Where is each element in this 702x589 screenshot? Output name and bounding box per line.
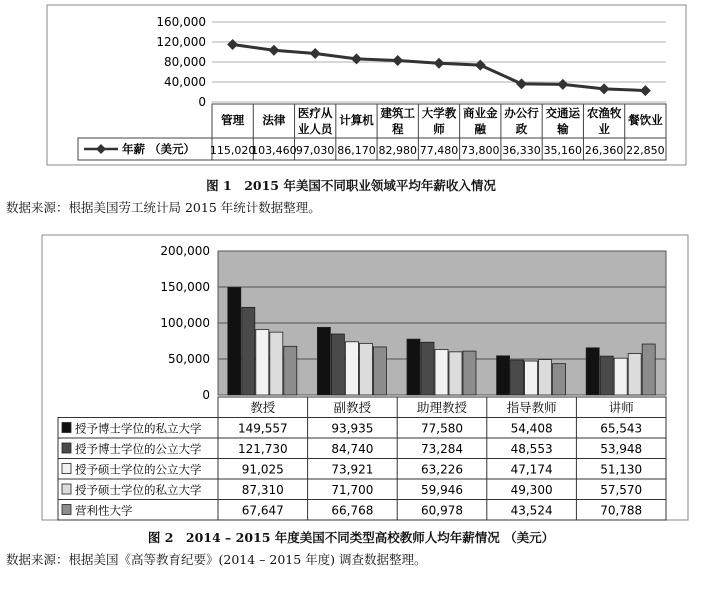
figure1-caption: 图 1 2015 年美国不同职业领域平均年薪收入情况 [206,178,496,193]
bar [242,307,255,395]
series-label: 授予硕士学位的私立大学 [75,483,202,497]
table-value: 87,310 [241,483,284,497]
table-value: 66,768 [331,503,374,518]
category-label-line1: 办公行 [504,106,539,120]
category-label: 法律 [262,113,286,127]
table-value: 93,935 [331,421,374,436]
category-label: 餐饮业 [628,113,663,127]
category-label-line1: 商业金 [463,106,498,120]
legend-label: 年薪 （美元） [122,142,196,156]
value-label: 82,980 [378,144,417,157]
y-tick-label: 160,000 [156,15,206,29]
value-label: 36,330 [502,144,541,157]
bar [256,329,269,395]
bar [317,327,330,395]
bar [421,342,434,395]
bar [270,332,283,395]
value-label: 103,460 [251,144,297,157]
figure2-caption: 图 2 2014 – 2015 年度美国不同类型高校教师人均年薪情况 （美元） [147,530,555,545]
value-label: 26,360 [584,144,624,157]
bar [345,342,358,395]
bar [539,360,552,395]
table-value: 43,524 [510,503,553,518]
legend-swatch [62,505,71,515]
y-tick-label: 100,000 [160,316,210,330]
table-value: 49,300 [510,483,553,497]
value-label: 77,480 [419,144,459,157]
category-label-line1: 农渔牧 [586,106,622,120]
bar [600,356,613,395]
bar [228,287,241,395]
bar [284,346,297,395]
bar [463,351,476,395]
table-value: 91,025 [241,462,284,477]
category-label: 指导教师 [506,400,557,415]
category-label: 讲师 [608,400,634,415]
category-label-line2: 师 [433,122,445,136]
bar [642,344,655,395]
table-value: 65,543 [600,421,643,436]
legend-swatch [62,484,71,494]
bar [614,358,627,395]
table-value: 51,130 [600,462,643,477]
category-label-line1: 交通运 [545,106,581,120]
value-label: 22,850 [626,144,665,157]
legend-swatch [62,464,71,474]
legend-swatch [62,443,71,453]
bar [331,334,344,395]
table-value: 63,226 [421,462,463,477]
table-value: 149,557 [237,421,288,436]
category-label-line2: 业人员 [297,122,333,136]
figure1-frame [47,5,686,165]
y-tick-label: 0 [202,388,210,402]
table-value: 57,570 [600,483,643,497]
category-label-line1: 建筑工 [380,106,415,120]
table-value: 84,740 [331,442,374,456]
series-label: 营利性大学 [75,503,133,518]
bar [435,349,448,395]
bar [497,356,510,395]
bar [449,352,462,395]
category-label-line2: 政 [515,122,528,136]
table-value: 121,730 [237,442,288,456]
bar [359,343,372,395]
category-label-line2: 业 [598,122,610,136]
table-value: 48,553 [510,442,553,456]
table-value: 54,408 [510,421,553,436]
value-label: 115,020 [209,144,256,157]
value-label: 35,160 [543,144,583,157]
value-label: 73,800 [461,144,500,157]
y-tick-label: 50,000 [168,352,210,366]
table-value: 59,946 [421,483,463,497]
series-label: 授予硕士学位的公立大学 [75,462,202,477]
table-value: 73,284 [421,442,463,456]
table-value: 60,978 [421,503,463,518]
bar [525,361,538,395]
figure2-source: 数据来源：根据美国《高等教育纪要》(2014 – 2015 年度) 调查数据整理。 [6,552,427,567]
table-value: 67,647 [241,503,284,518]
y-tick-label: 40,000 [164,75,206,89]
category-label: 计算机 [339,113,374,127]
table-value: 71,700 [331,483,374,497]
category-label: 副教授 [333,400,372,415]
series-label: 授予博士学位的公立大学 [75,442,202,456]
bar [407,339,420,395]
value-label: 86,170 [337,144,376,157]
category-label: 助理教授 [416,400,468,415]
y-tick-label: 80,000 [164,55,206,69]
bar [628,354,641,395]
category-label: 教授 [250,400,276,415]
category-label-line2: 输 [557,122,569,136]
table-value: 73,921 [331,462,374,477]
table-value: 77,580 [421,421,463,436]
category-label: 管理 [221,113,245,127]
series-label: 授予博士学位的私立大学 [75,421,202,436]
bar [586,348,599,395]
y-tick-label: 0 [198,95,206,109]
table-value: 70,788 [600,503,643,518]
y-tick-label: 150,000 [160,280,210,294]
figure1-source: 数据来源：根据美国劳工统计局 2015 年统计数据整理。 [6,200,321,215]
bar [373,347,386,395]
category-label-line1: 医疗从 [297,106,333,120]
bar [511,360,524,395]
table-value: 53,948 [600,442,643,456]
category-label-line2: 融 [474,122,487,136]
y-tick-label: 200,000 [160,244,210,258]
table-value: 47,174 [510,462,553,477]
category-label-line1: 大学教 [421,106,457,120]
legend-swatch [62,423,71,433]
bar [553,364,566,395]
category-label-line2: 程 [391,122,404,136]
y-tick-label: 120,000 [156,35,206,49]
value-label: 97,030 [295,144,335,157]
